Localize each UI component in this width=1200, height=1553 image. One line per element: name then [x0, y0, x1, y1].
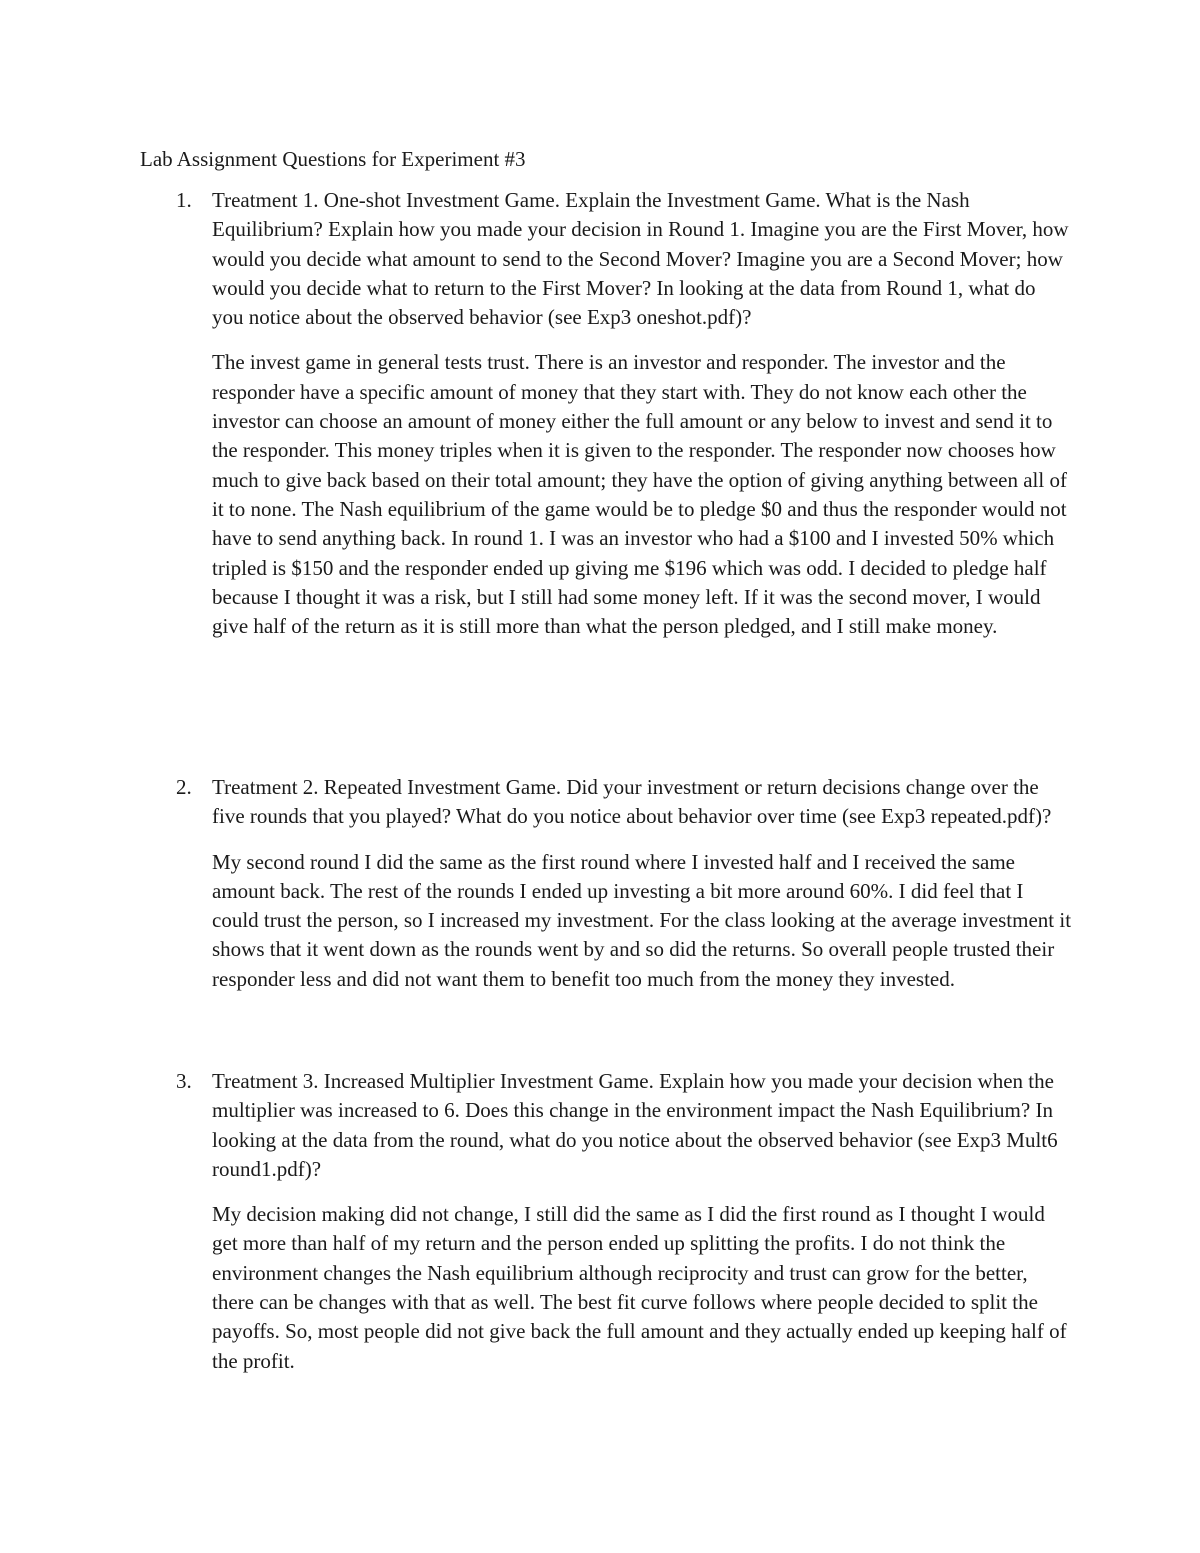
item-number-3: 3.	[176, 1069, 192, 1093]
item-body-2	[212, 773, 1072, 994]
item-number-1: 1.	[176, 188, 192, 212]
document-title: Lab Assignment Questions for Experiment #3	[140, 147, 526, 171]
answer-text-2: My second round I did the same as the first round where I invested half and I received the same amount back. The rest of the rounds I ended up investing a bit more around 60%. I did feel that I could trust the person, so I increased my investment. For the class looking at the average investment it shows that it went down as the rounds went by and so did the returns. So overall people trusted their responder less and did not want them to benefit too much from the money they invested.	[212, 849, 1072, 991]
item-body-1	[212, 186, 1072, 641]
item-number-2: 2.	[176, 775, 192, 799]
question-text-3: Treatment 3. Increased Multiplier Investment Game. Explain how you made your decision when the multiplier was increased to 6. Does this change in the environment impact the Nash Equilibrium? In looking at the data from the round, what do you notice about the observed behavior (see Exp3 Mult6 round1.pdf)?	[212, 1069, 1058, 1181]
answer-text-3: My decision making did not change, I still did the same as I did the first round as I thought I would get more than half of my return and the person ended up splitting the profits. I do not think the environment changes the Nash equilibrium although reciprocity and trust can grow for the better, there can be changes with that as well. The best fit curve follows where people decided to split the payoffs. So, most people did not give back the full amount and they actually ended up keeping half of the profit.	[212, 1202, 1067, 1373]
item-body-3	[212, 1067, 1072, 1376]
answer-text-1: The invest game in general tests trust. There is an investor and responder. The investor and the responder have a specific amount of money that they start with. They do not know each other the investor can choose an amount of money either the full amount or any below to invest and send it to the responder. This money triples when it is given to the responder. The responder now chooses how much to give back based on their total amount; they have the option of giving anything between all of it to none. The Nash equilibrium of the game would be to pledge $0 and thus the responder would not have to send anything back. In round 1. I was an investor who had a $100 and I invested 50% which tripled is $150 and the responder ended up giving me $196 which was odd. I decided to pledge half because I thought it was a risk, but I still had some money left. If it was the second mover, I would give half of the return as it is still more than what the person pledged, and I still make money.	[212, 350, 1067, 639]
question-text-1: Treatment 1. One-shot Investment Game. Explain the Investment Game. What is the Nash Equilibrium? Explain how you made your decision in Round 1. Imagine you are the First Mover, how would you decide what amount to send to the Second Mover? Imagine you are a Second Mover; how would you decide what to return to the First Mover? In looking at the data from Round 1, what do you notice about the observed behavior (see Exp3 oneshot.pdf)?	[212, 188, 1069, 330]
question-text-2: Treatment 2. Repeated Investment Game. Did your investment or return decisions change over the five rounds that you played? What do you notice about behavior over time (see Exp3 repeated.pdf)?	[212, 775, 1052, 829]
